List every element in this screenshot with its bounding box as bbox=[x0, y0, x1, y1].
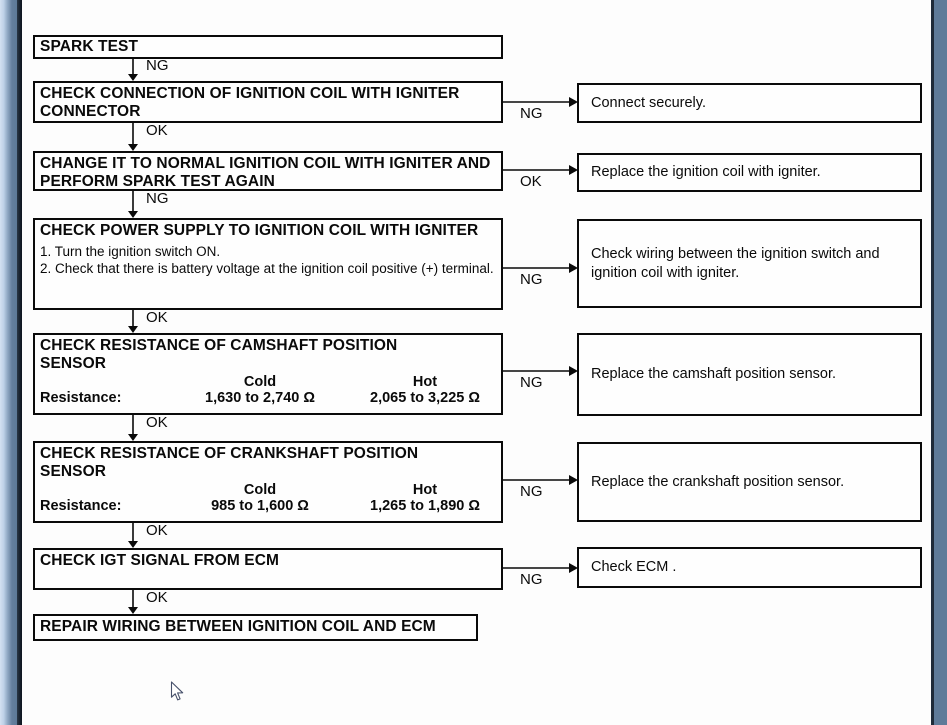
action-box-replace-camshaft-sensor bbox=[577, 333, 922, 416]
down-arrow-icon bbox=[126, 123, 140, 151]
window-right-edge-strip bbox=[934, 0, 947, 725]
flow-box-spark-test bbox=[33, 35, 503, 59]
flow-box-title: CHECK RESISTANCE OF CRANKSHAFT POSITION SENSOR bbox=[40, 445, 419, 481]
down-arrow-icon bbox=[126, 590, 140, 614]
resistance-hot-value: 2,065 to 3,225 Ω bbox=[370, 390, 480, 407]
down-arrow-igt-to-repair bbox=[126, 590, 206, 614]
window-left-edge-line bbox=[17, 0, 22, 725]
flow-box-title: CHANGE IT TO NORMAL IGNITION COIL WITH IGNITER AND PERFORM SPARK TEST AGAIN bbox=[40, 155, 491, 191]
branch-result-label: NG bbox=[520, 571, 543, 588]
down-arrow-icon bbox=[126, 310, 140, 333]
down-arrow-crankshaft-to-igt bbox=[126, 523, 206, 548]
action-text: Connect securely. bbox=[591, 94, 706, 111]
action-box-check-ecm bbox=[577, 547, 922, 588]
flow-box-check-igt-signal bbox=[33, 548, 503, 590]
window-left-edge-gradient bbox=[0, 0, 17, 725]
down-arrow-spark-to-connection bbox=[126, 58, 206, 81]
action-box-connect-securely bbox=[577, 83, 922, 123]
branch-result-label: NG bbox=[520, 483, 543, 500]
down-arrow-camshaft-to-crankshaft bbox=[126, 415, 206, 441]
arrow-pointer-icon bbox=[170, 681, 187, 703]
branch-result-label: NG bbox=[520, 271, 543, 288]
branch-result-label: NG bbox=[520, 105, 543, 122]
resistance-hot-value: 1,265 to 1,890 Ω bbox=[370, 498, 480, 515]
action-box-check-wiring bbox=[577, 219, 922, 308]
row-label-resistance: Resistance: bbox=[40, 498, 122, 515]
action-text: Replace the camshaft position sensor. bbox=[591, 366, 837, 383]
action-text: Replace the ignition coil with igniter. bbox=[591, 164, 821, 181]
down-arrow-connection-to-change bbox=[126, 123, 206, 151]
down-arrow-icon bbox=[126, 58, 140, 81]
col-header-cold: Cold bbox=[243, 374, 277, 391]
procedure-list bbox=[40, 243, 497, 278]
branch-arrow-crankshaft bbox=[503, 474, 583, 506]
resistance-table bbox=[40, 482, 497, 514]
branch-arrow-igt bbox=[503, 562, 583, 594]
procedure-step: 1. Turn the ignition switch ON. bbox=[40, 244, 221, 260]
resistance-cold-value: 985 to 1,600 Ω bbox=[211, 498, 309, 515]
action-text: Check wiring between the ignition switch and ignition coil with igniter. bbox=[591, 246, 880, 281]
action-text: Replace the crankshaft position sensor. bbox=[591, 473, 845, 490]
flow-box-check-connection bbox=[33, 81, 503, 123]
flow-box-title: CHECK IGT SIGNAL FROM ECM bbox=[40, 552, 280, 569]
arrow-result-label: OK bbox=[146, 589, 168, 606]
action-text: Check ECM . bbox=[591, 559, 677, 576]
flow-box-camshaft-resistance bbox=[33, 333, 503, 415]
action-box-replace-crankshaft-sensor bbox=[577, 442, 922, 522]
branch-arrow-change bbox=[503, 164, 583, 196]
arrow-result-label: NG bbox=[146, 57, 169, 74]
flow-box-title: REPAIR WIRING BETWEEN IGNITION COIL AND ECM bbox=[40, 618, 436, 636]
arrow-result-label: NG bbox=[146, 190, 169, 207]
down-arrow-icon bbox=[126, 191, 140, 218]
col-header-hot: Hot bbox=[412, 482, 438, 499]
row-label-resistance: Resistance: bbox=[40, 390, 122, 407]
flow-box-title: CHECK RESISTANCE OF CAMSHAFT POSITION SENSOR bbox=[40, 337, 398, 373]
down-arrow-icon bbox=[126, 415, 140, 441]
mouse-cursor-icon bbox=[170, 681, 187, 708]
arrow-result-label: OK bbox=[146, 414, 168, 431]
empty-cell bbox=[40, 374, 180, 390]
flow-box-crankshaft-resistance bbox=[33, 441, 503, 523]
arrow-result-label: OK bbox=[146, 309, 168, 326]
col-header-cold: Cold bbox=[243, 482, 277, 499]
branch-arrow-connection bbox=[503, 96, 583, 128]
down-arrow-power-to-camshaft bbox=[126, 310, 206, 333]
flow-box-title: CHECK CONNECTION OF IGNITION COIL WITH IGNITER CONNECTOR bbox=[40, 85, 460, 121]
down-arrow-change-to-power bbox=[126, 191, 206, 218]
branch-result-label: NG bbox=[520, 374, 543, 391]
resistance-table bbox=[40, 374, 497, 406]
flow-box-title: SPARK TEST bbox=[40, 37, 139, 55]
flow-box-repair-wiring bbox=[33, 614, 478, 641]
empty-cell bbox=[40, 482, 180, 498]
arrow-result-label: OK bbox=[146, 522, 168, 539]
flow-box-change-coil bbox=[33, 151, 503, 191]
flow-box-title: CHECK POWER SUPPLY TO IGNITION COIL WITH IGNITER bbox=[40, 222, 479, 239]
branch-result-label: OK bbox=[520, 173, 542, 190]
down-arrow-icon bbox=[126, 523, 140, 548]
arrow-result-label: OK bbox=[146, 122, 168, 139]
procedure-step: 2. Check that there is battery voltage at the ignition coil positive (+) terminal. bbox=[40, 261, 494, 277]
branch-arrow-power bbox=[503, 262, 583, 294]
action-box-replace-coil bbox=[577, 153, 922, 192]
col-header-hot: Hot bbox=[412, 374, 438, 391]
resistance-cold-value: 1,630 to 2,740 Ω bbox=[205, 390, 315, 407]
flow-box-check-power-supply bbox=[33, 218, 503, 310]
branch-arrow-camshaft bbox=[503, 365, 583, 397]
